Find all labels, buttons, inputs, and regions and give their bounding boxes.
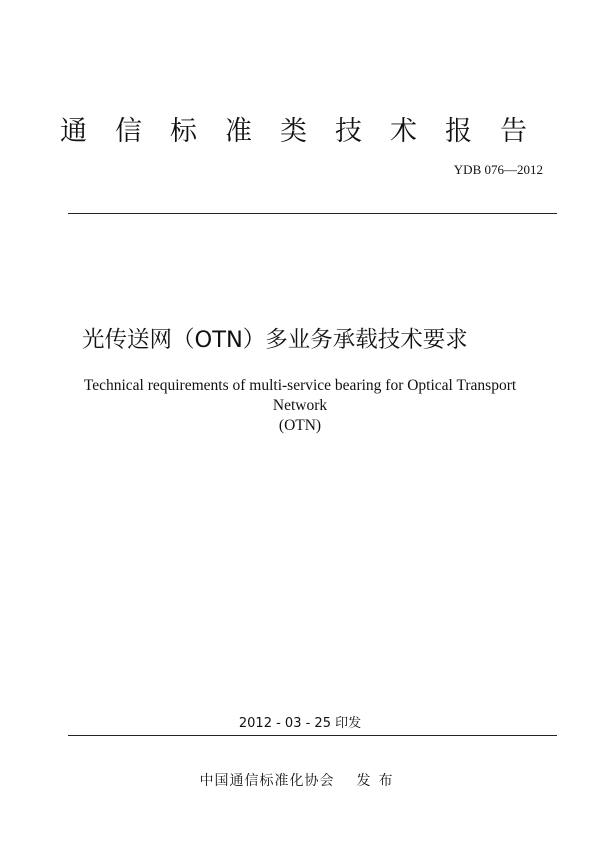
document-number: YDB 076—2012 (453, 162, 543, 177)
title-english (60, 376, 540, 436)
title-english-line-2: (OTN) (278, 417, 322, 434)
title-english-line-1: Technical requirements of multi-service bearing for Optical Transport Network (83, 377, 517, 414)
publish-action: 发布 (356, 773, 401, 789)
title-chinese: 光传送网（OTN）多业务承载技术要求 (82, 327, 468, 353)
top-divider (68, 213, 557, 214)
publisher-line (0, 771, 600, 791)
publisher-name: 中国通信标准化协会 (199, 773, 335, 789)
report-type-heading: 通信标准类技术报告 (60, 116, 555, 147)
bottom-divider (68, 735, 557, 736)
print-date: 2012 - 03 - 25 印发 (238, 716, 362, 731)
